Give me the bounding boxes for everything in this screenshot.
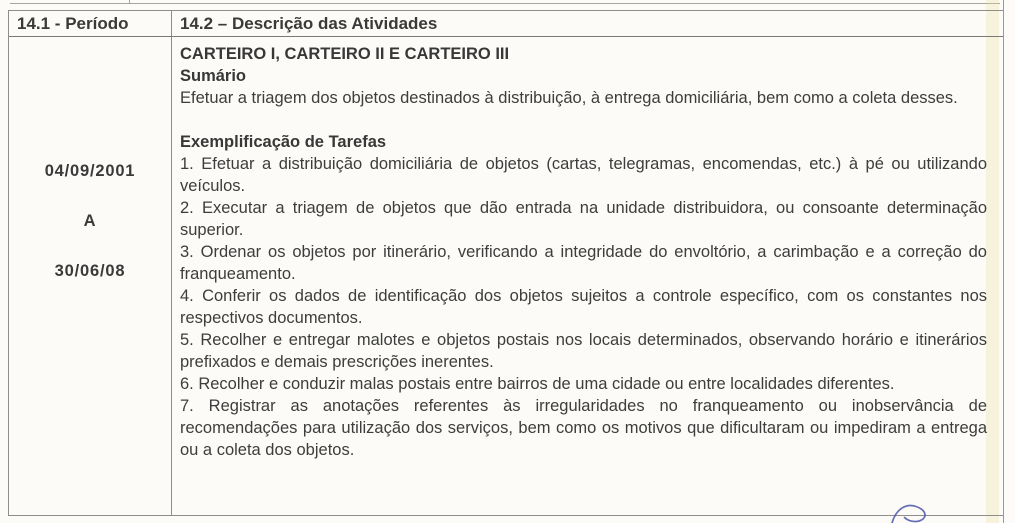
period-cell [9,37,172,515]
activities-table [8,10,1003,516]
job-titles-heading: CARTEIRO I, CARTEIRO II E CARTEIRO III [180,45,510,63]
tasks-heading: Exemplificação de Tarefas [180,133,387,151]
description-cell [172,37,1003,515]
period-separator: A [83,212,97,230]
description-header-label: 14.2 – Descrição das Atividades [180,13,438,33]
summary-heading: Sumário [180,67,247,85]
task-item-1: 1. Efetuar a distribuição domiciliária de objetos (cartas, telegramas, encomendas, etc.) à pé ou utilizando veículos. [180,155,987,195]
summary-text: Efetuar a triagem dos objetos destinados à distribuição, à entrega domiciliária, bem como a coleta desses. [180,89,958,107]
task-item-5: 5. Recolher e entregar malotes e objetos postais nos locais determinados, observando horário e itinerários prefixados e demais prescrições inerentes. [180,331,987,371]
description-header-cell [172,11,1003,36]
table-right-border [1003,0,1004,523]
period-header-label: 14.1 - Período [17,13,129,33]
table-top-edge-line [10,3,1000,4]
table-header-row [9,11,1003,37]
task-item-2: 2. Executar a triagem de objetos que dão entrada na unidade distribuidora, ou consoante determinação superior. [180,199,987,239]
task-item-4: 4. Conferir os dados de identificação dos objetos sujeitos a controle específico, com os constantes nos respectivos documentos. [180,287,987,327]
table-body-row [9,37,1003,515]
task-item-7: 7. Registrar as anotações referentes às irregularidades no franqueamento ou inobservância de recomendações para utilização dos serviços, bem como os motivos que dificultaram ou impediram a entrega ou a coleta dos objetos. [180,397,987,459]
period-header-cell [9,11,172,36]
period-end-date: 30/06/08 [54,262,126,280]
task-item-6: 6. Recolher e conduzir malas postais entre bairros de uma cidade ou entre localidades diferentes. [180,375,895,393]
period-start-date: 04/09/2001 [44,162,136,180]
previous-row-divider-remnant [129,0,130,4]
pen-mark-icon [889,502,935,523]
task-item-3: 3. Ordenar os objetos por itinerário, verificando a integridade do envoltório, a carimbação e a correção do franqueamento. [180,243,987,283]
